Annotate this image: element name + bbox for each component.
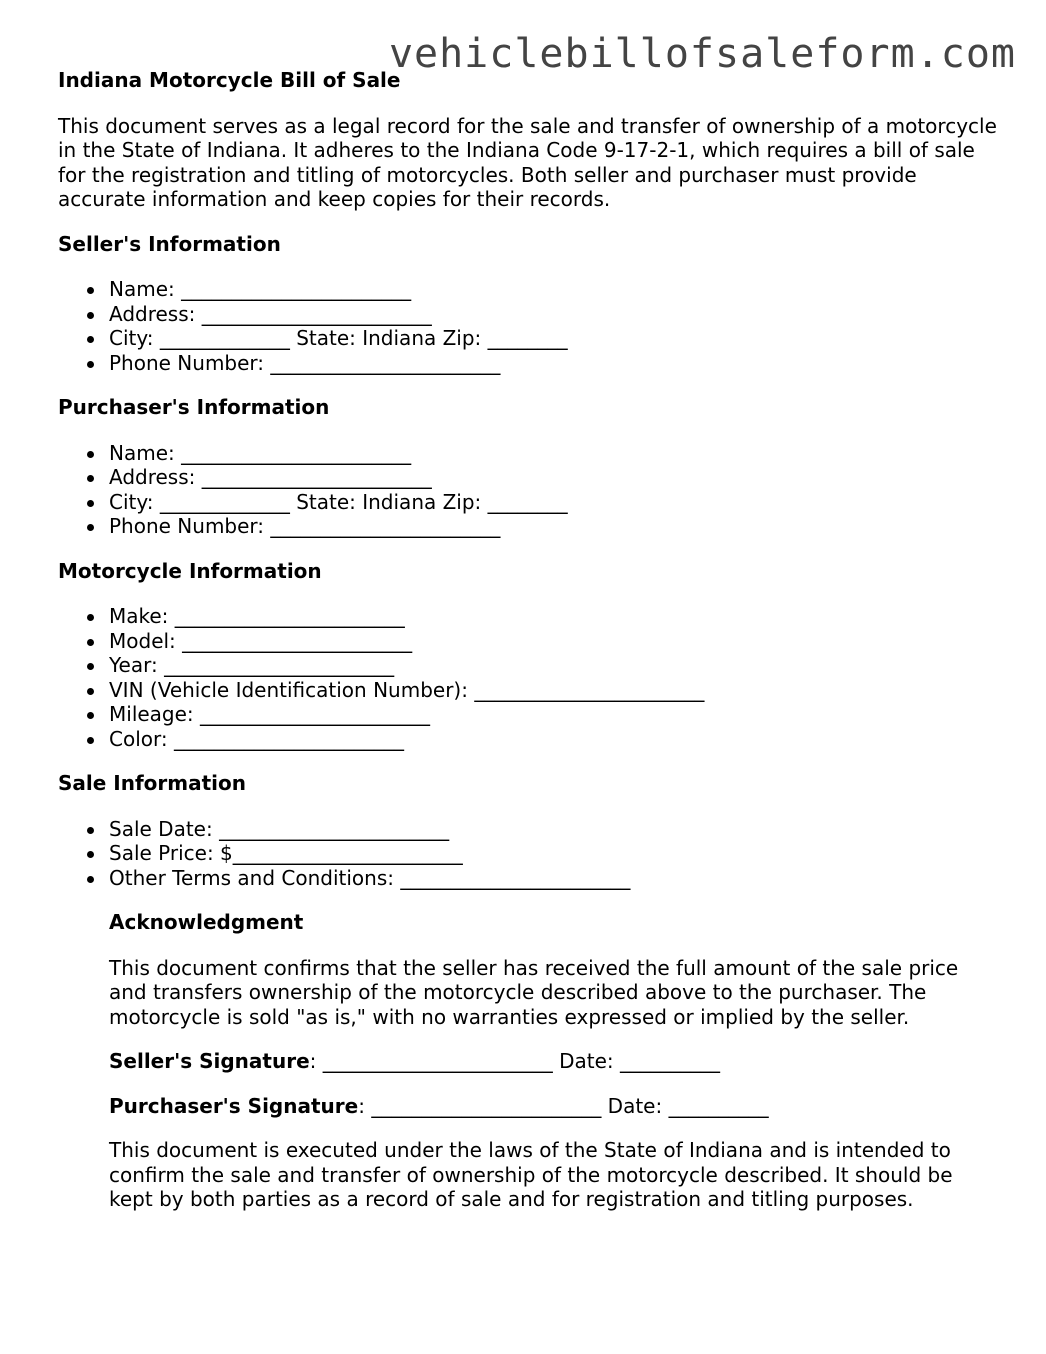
seller-section-heading: Seller's Information [58,231,281,256]
motorcycle-model-field[interactable]: Model: _______________________ [58,629,998,654]
sale-terms-field[interactable]: Other Terms and Conditions: _______________________ [58,866,998,891]
sale-section-heading: Sale Information [58,771,246,795]
motorcycle-mileage-field[interactable]: Mileage: _______________________ [58,702,998,727]
acknowledgment-heading: Acknowledgment [109,910,304,934]
purchaser-signature-line[interactable] [109,1094,998,1119]
sale-info-list [58,817,998,891]
purchaser-info-list [58,441,998,539]
seller-phone-field[interactable]: Phone Number: _______________________ [58,351,998,376]
seller-signature-label: Seller's Signature [109,1049,310,1073]
document-title: Indiana Motorcycle Bill of Sale [58,68,401,92]
purchaser-signature-label: Purchaser's Signature [109,1093,359,1118]
acknowledgment-text: This document confirms that the seller has received the full amount of the sale price and transfers ownership of the motorcycle described above to the purchaser. The motorcycle is sold "as is," with no warranties expressed or implied by the seller. [109,955,959,1029]
seller-signature-line[interactable] [109,1049,998,1074]
purchaser-signature-blank[interactable]: : _______________________ Date: __________ [358,1093,769,1118]
seller-address-field[interactable]: Address: _______________________ [58,302,998,327]
seller-city-state-zip-field[interactable]: City: _____________ State: Indiana Zip: ________ [58,326,998,351]
closing-paragraph: This document is executed under the laws of the State of Indiana and is intended to confirm the sale and transfer of ownership of the motorcycle described. It should be kept by both parties as a record of sale and for registration and titling purposes. [109,1138,953,1211]
motorcycle-make-field[interactable]: Make: _______________________ [58,604,998,629]
motorcycle-color-field[interactable]: Color: _______________________ [58,727,998,752]
purchaser-city-state-zip-field[interactable]: City: _____________ State: Indiana Zip: ________ [58,490,998,515]
seller-info-list [58,277,998,375]
motorcycle-year-field[interactable]: Year: _______________________ [58,653,998,678]
document-body [58,68,998,1212]
purchaser-section-heading: Purchaser's Information [58,395,330,419]
purchaser-phone-field[interactable]: Phone Number: _______________________ [58,514,998,539]
purchaser-address-field[interactable]: Address: _______________________ [58,465,998,490]
motorcycle-section-heading: Motorcycle Information [58,558,322,583]
seller-signature-blank[interactable]: : _______________________ Date: __________ [309,1049,720,1073]
motorcycle-info-list [58,604,998,751]
purchaser-name-field[interactable]: Name: _______________________ [58,441,998,466]
watermark: vehiclebillofsaleform.com [388,31,1016,77]
intro-paragraph: This document serves as a legal record for the sale and transfer of ownership of a motorcycle in the State of Indiana. It adheres to the Indiana Code 9-17-2-1, which requires a bill of sale for the registration and titling of motorcycles. Both seller and purchaser must provide accurate information and keep copies for their records. [58,113,997,211]
motorcycle-vin-field[interactable]: VIN (Vehicle Identification Number): _______________________ [58,678,998,703]
sale-price-field[interactable]: Sale Price: $_______________________ [58,841,998,866]
seller-name-field[interactable]: Name: _______________________ [58,277,998,302]
sale-date-field[interactable]: Sale Date: _______________________ [58,817,998,842]
acknowledgment-block [58,910,998,1212]
